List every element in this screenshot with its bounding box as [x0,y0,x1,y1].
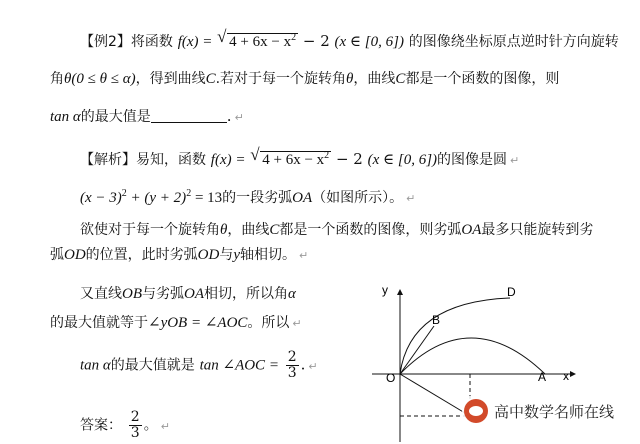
example-tag: 【例2】 [80,34,131,50]
example-line-3: tan α的最大值是 . ↵ [50,107,244,125]
line-oc [400,374,470,416]
analysis-line-4: 弧OD的位置，此时劣弧OD与y轴相切。 ↵ [50,247,309,263]
analysis-tag: 【解析】 [80,152,136,168]
analysis-line-3: 欲使对于每一个旋转角θ，曲线C都是一个函数的图像，则劣弧OA最多只能旋转到劣 [80,222,594,238]
answer-blank [151,108,227,123]
function-name: f(x) = [177,34,213,50]
analysis-line-6: 的最大值就等于∠yOB = ∠AOC。所以 ↵ [50,315,302,331]
fraction-two-thirds: $\frac{2}{3}$ [287,349,297,381]
label-x: x [563,369,569,383]
label-o: O [386,371,396,385]
watermark [462,396,620,426]
example-line-2: 角θ(0 ≤ θ ≤ α)，得到曲线C.若对于每一个旋转角θ，曲线C都是一个函数的图像，则 [50,71,560,87]
circle-equation: $(x - 3)^2 + (y + 2)^2 = 13$ [80,188,223,206]
domain: (x ∈ [0, 6]) [334,34,404,50]
theta-range: θ(0 ≤ θ ≤ α) [64,71,136,87]
example-line-1: 【例2】将函数 f(x) = √ $4 + 6x - x^2 - 2$ (x ∈ [0, 6]) 的图像绕坐标原点逆时针方向旋转 [80,27,619,53]
label-a: A [538,370,547,384]
analysis-line-1: 【解析】易知，函数 f(x) = √ $4 + 6x - x^2 - 2$ (x ∈ [0, 6])的图像是圆 ↵ [80,145,520,168]
label-d: D [507,285,516,299]
angle-equality: ∠yOB = ∠AOC [148,315,248,331]
label-y: y [382,283,388,297]
analysis-line-2: $(x - 3)^2 + (y + 2)^2 = 13$的一段劣弧OA（如图所示）。 ↵ [80,188,416,206]
answer-label: 答案： [80,417,122,434]
analysis-line-7: tan α的最大值就是 tan ∠AOC = $\frac{2}{3}$ . ↵ [80,349,318,381]
watermark-text: 高中数学名师在线 [494,402,615,421]
answer-line: 答案： $\frac{2}{3}$ 。 ↵ [80,409,170,441]
analysis-line-5: 又直线OB与劣弧OA相切，所以角α [80,286,296,302]
chat-bubble-icon [464,399,488,423]
label-b: B [432,313,441,327]
answer-fraction: $\frac{2}{3}$ [130,409,140,441]
sqrt-expression: √ $4 + 6x - x^2$ [217,27,297,50]
arc-od [400,298,510,374]
